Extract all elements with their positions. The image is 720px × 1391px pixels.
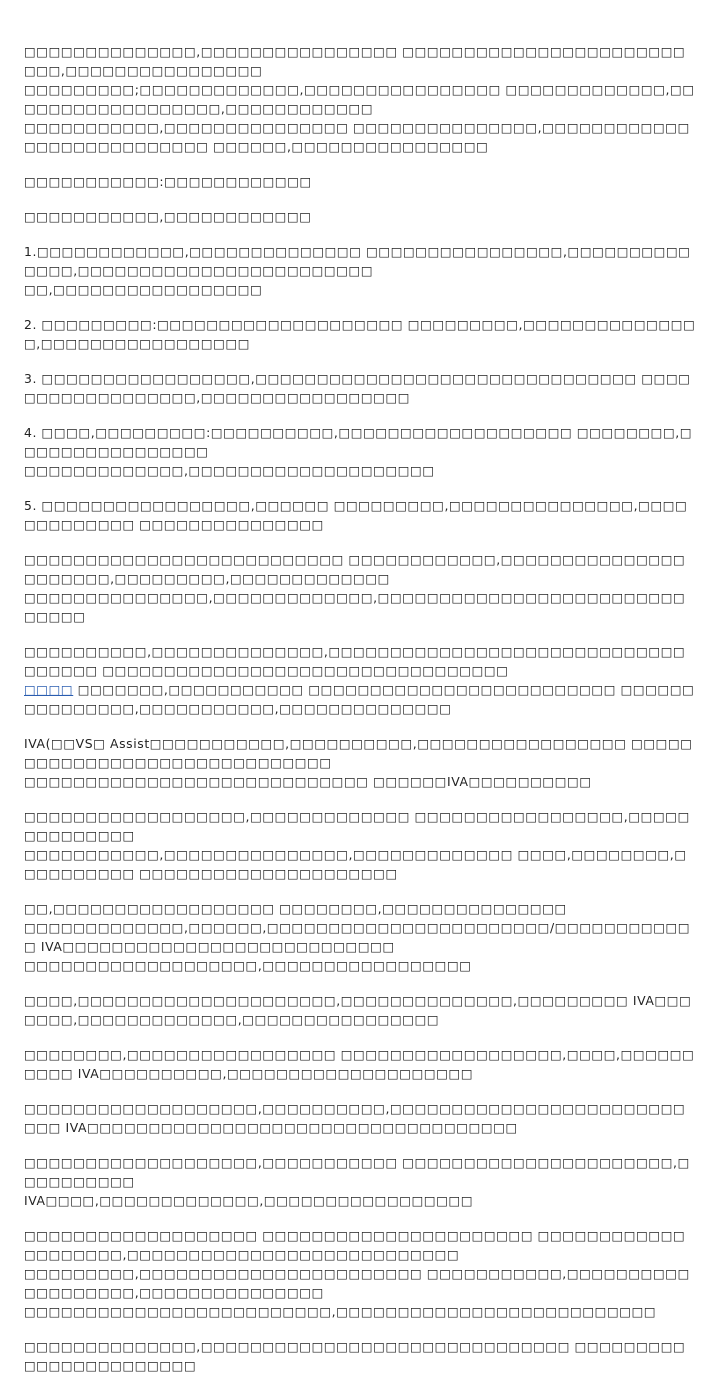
- paragraph-16: □□□□□□□□□□□□□□□□□□□,□□□□□□□□□□,□□□□□□□□□□□□□□□□□□□□□□□□□□□ IVA□□□□□□□□□□□□□□□□□□□□□□□□□□□□□□□□□□□: [24, 1101, 686, 1135]
- paragraph-link-after: □□□□□□□,□□□□□□□□□□□ □□□□□□□□□□□□□□□□□□□□□□□□□ □□□□□□□□□□□□□□□,□□□□□□□□□□□,□□□□□□□□□□□□□□: [24, 682, 695, 716]
- paragraph-13: □□,□□□□□□□□□□□□□□□□□□ □□□□□□□□,□□□□□□□□□□□□□□□ □□□□□□□□□□□□□,□□□□□□,□□□□□□□□□□□□□□□□□□□□□□□/□□□□□□□□□□□□ IVA□□□□□□□□□□□□□□□□□□□□□□□□□□□ □□□□□□□□□□□□□□□□□□□,□□□□□□□□□□□□□□□□□: [24, 901, 691, 973]
- paragraph-3: □□□□□□□□□□□,□□□□□□□□□□□□: [24, 209, 312, 224]
- list-item-1: 1.□□□□□□□□□□□□,□□□□□□□□□□□□□□ □□□□□□□□□□□□□□□□,□□□□□□□□□□□□□□,□□□□□□□□□□□□□□□□□□□□□□□□ □□,□□□□□□□□□□□□□□□□□: [24, 244, 691, 297]
- document-body: [24, 42, 696, 1391]
- paragraph-with-link: [24, 642, 696, 718]
- paragraph-9: □□□□□□□□□□□□□□□□□□□□□□□□□□ □□□□□□□□□□□□,□□□□□□□□□□□□□□□□□□□□□□,□□□□□□□□□,□□□□□□□□□□□□□ □□□□□□□□□□□□□□□,□□□□□□□□□□□□□,□□□□□□□□□□□□□□□□□□□□□□□□□□□□□□: [24, 552, 686, 624]
- paragraph-12: □□□□□□□□□□□□□□□□□□,□□□□□□□□□□□□□ □□□□□□□□□□□□□□□□□,□□□□□□□□□□□□□□ □□□□□□□□□□□,□□□□□□□□□□□□□□□,□□□□□□□□□□□□□ □□□□,□□□□□□□□,□□□□□□□□□□ □□□□□□□□□□□□□□□□□□□□□: [24, 809, 690, 881]
- list-item-4: 4. □□□□,□□□□□□□□□:□□□□□□□□□□,□□□□□□□□□□□□□□□□□□□ □□□□□□□□,□□□□□□□□□□□□□□□□ □□□□□□□□□□□□□,□□□□□□□□□□□□□□□□□□□□: [24, 425, 693, 478]
- paragraph-14: □□□□,□□□□□□□□□□□□□□□□□□□□□,□□□□□□□□□□□□□□,□□□□□□□□□ IVA□□□□□□□,□□□□□□□□□□□□□,□□□□□□□□□□□□□□□□: [24, 993, 692, 1027]
- paragraph-2: □□□□□□□□□□□:□□□□□□□□□□□□: [24, 174, 312, 189]
- list-item-5: 5. □□□□□□□□□□□□□□□□□,□□□□□□ □□□□□□□□□,□□□□□□□□□□□□□□□,□□□□□□□□□□□□□ □□□□□□□□□□□□□□□: [24, 498, 688, 532]
- paragraph-17: □□□□□□□□□□□□□□□□□□□,□□□□□□□□□□□ □□□□□□□□□□□□□□□□□□□□□□,□□□□□□□□□□ IVA□□□□,□□□□□□□□□□□□□,□□□□□□□□□□□□□□□□□: [24, 1155, 690, 1208]
- paragraph-link-before: □□□□□□□□□□,□□□□□□□□□□□□□□,□□□□□□□□□□□□□□□□□□□□□□□□□□□□□□□□□□□ □□□□□□□□□□□□□□□□□□□□□□□□□□□□□□□□□: [24, 644, 686, 678]
- inline-link[interactable]: □□□□: [24, 682, 74, 697]
- paragraph-15: □□□□□□□□,□□□□□□□□□□□□□□□□□ □□□□□□□□□□□□□□□□□□,□□□□,□□□□□□□□□□ IVA□□□□□□□□□□,□□□□□□□□□□□□□□□□□□□□: [24, 1047, 695, 1081]
- paragraph-11: IVA(□□VS□ Assist□□□□□□□□□□□,□□□□□□□□□□,□□□□□□□□□□□□□□□□□ □□□□□□□□□□□□□□□□□□□□□□□□□□□□□□ □□□□□□□□□□□□□□□□□□□□□□□□□□□□ □□□□□□IVA□□□□□□□□□□: [24, 736, 693, 789]
- paragraph-1: □□□□□□□□□□□□□□,□□□□□□□□□□□□□□□□ □□□□□□□□□□□□□□□□□□□□□□□□□□,□□□□□□□□□□□□□□□□ □□□□□□□□□;□□□□□□□□□□□□□,□□□□□□□□□□□□□□□□ □□□□□□□□□□□□□,□□□□□□□□□□□□□□□□□□,□□□□□□□□□□□□ □□□□□□□□□□□,□□□□□□□□□□□□□□□ □□□□□□□□□□□□□□□,□□□□□□□□□□□□□□□□□□□□□□□□□□□ □□□□□□,□□□□□□□□□□□□□□□□: [24, 44, 695, 154]
- list-item-2: 2. □□□□□□□□□:□□□□□□□□□□□□□□□□□□□□ □□□□□□□□□,□□□□□□□□□□□□□□□,□□□□□□□□□□□□□□□□□: [24, 317, 696, 351]
- list-item-3: 3. □□□□□□□□□□□□□□□□□,□□□□□□□□□□□□□□□□□□□□□□□□□□□□□□□ □□□□□□□□□□□□□□□□□□,□□□□□□□□□□□□□□□□□: [24, 371, 691, 405]
- paragraph-18: □□□□□□□□□□□□□□□□□□□ □□□□□□□□□□□□□□□□□□□□□□ □□□□□□□□□□□□□□□□□□□□,□□□□□□□□□□□□□□□□□□□□□□□□□□□ □□□□□□□□□,□□□□□□□□□□□□□□□□□□□□□□□ □□□□□□□□□□□,□□□□□□□□□□□□□□□□□□□,□□□□□□□□□□□□□□□ □□□□□□□□□□□□□□□□□□□□□□□□□,□□□□□□□□□□□□□□□□□□□□□□□□□□: [24, 1228, 690, 1319]
- paragraph-19: □□□□□□□□□□□□□□,□□□□□□□□□□□□□□□□□□□□□□□□□□□□□□ □□□□□□□□□□□□□□□□□□□□□□□: [24, 1339, 686, 1373]
